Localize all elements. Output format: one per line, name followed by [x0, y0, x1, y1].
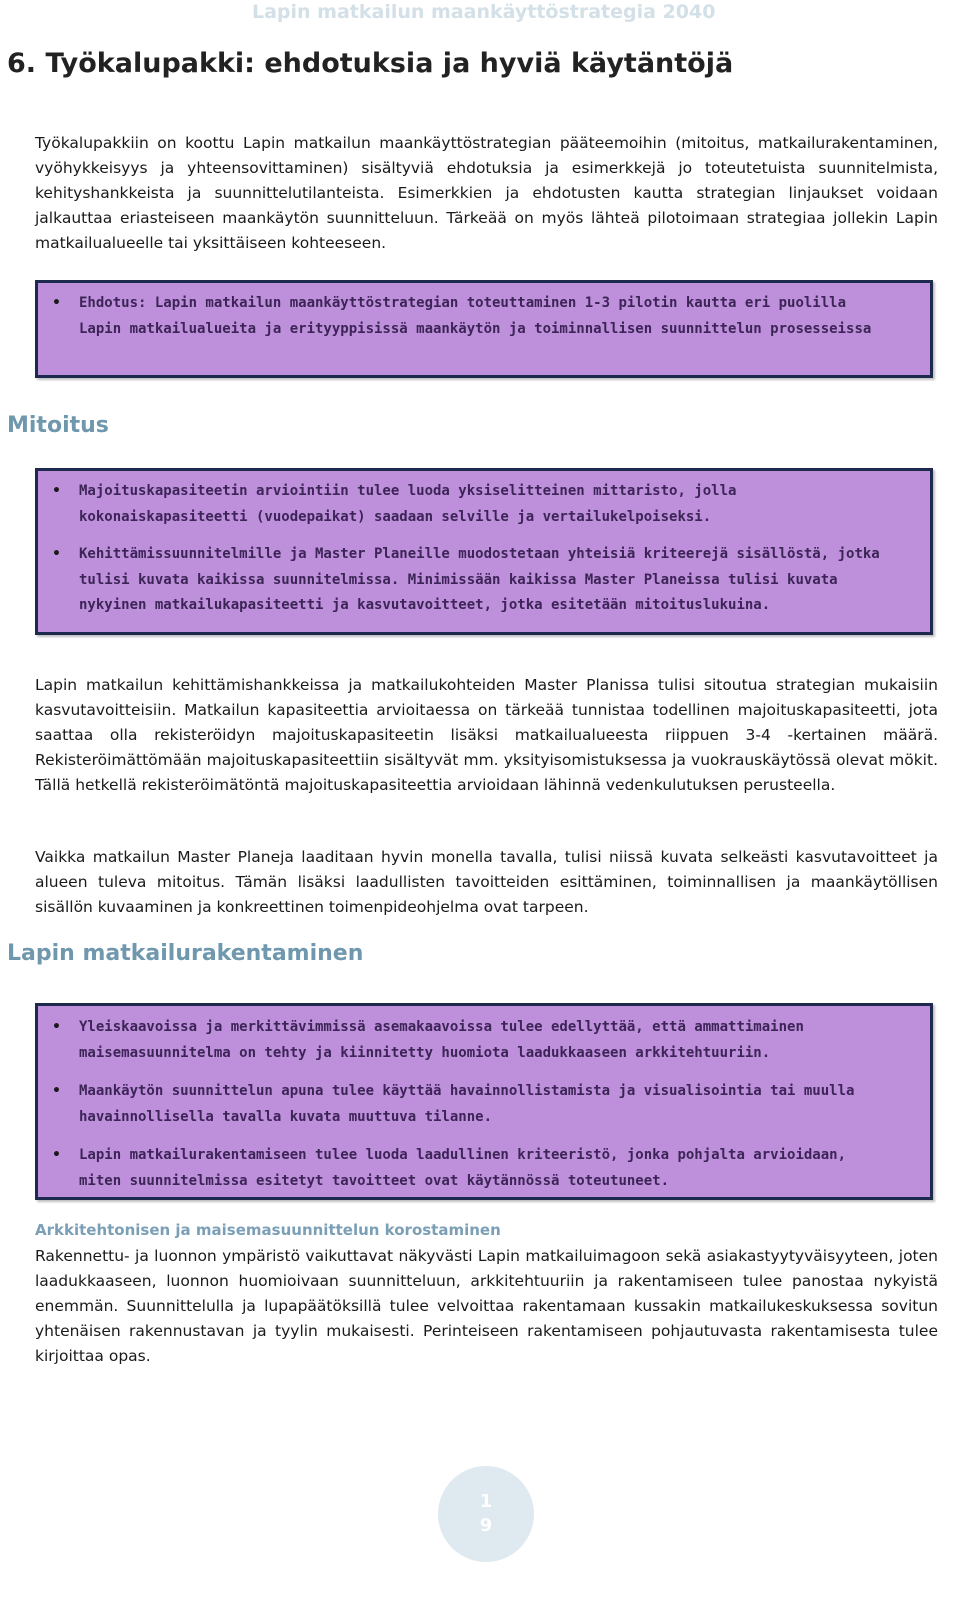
bullet-icon: • — [52, 546, 61, 562]
list-item: • Maankäytön suunnittelun apuna tulee käyttää havainnollistamista ja visualisointia tai muulla havainnollisella tavalla kuvata muuttuva tilanne. — [38, 1079, 930, 1130]
chapter-title: 6. Työkalupakki: ehdotuksia ja hyviä käytäntöjä — [7, 48, 734, 79]
rakentaminen-box — [35, 1003, 933, 1200]
bullet-icon: • — [52, 1019, 61, 1035]
bullet-icon: • — [52, 1147, 61, 1163]
running-header: Lapin matkailun maankäyttöstrategia 2040 — [252, 1, 716, 23]
mitoitus-paragraph-2: Vaikka matkailun Master Planeja laaditaan hyvin monella tavalla, tulisi niissä kuvata selkeästi kasvutavoitteet ja alueen tuleva mitoitus. Tämän lisäksi laadullisten tavoitteiden esittäminen, toiminnallisen ja maankäytöllisen sisällön kuvaaminen ja konkreettinen toimenpideohjelma ovat tarpeen. — [35, 848, 938, 916]
section-heading-mitoitus: Mitoitus — [7, 413, 109, 438]
bullet-icon: • — [52, 1083, 61, 1099]
page-number-badge — [438, 1466, 534, 1562]
list-item: • Kehittämissuunnitelmille ja Master Planeille muodostetaan yhteisiä kriteerejä sisällöstä, jotka tulisi kuvata kaikissa suunnitelmissa. Minimissään kaikissa Master Planeissa tulisi kuvata nykyinen matkailukapasiteetti ja kasvutavoitteet, jotka esitetään mitoituslukuina. — [38, 542, 930, 619]
rakentaminen-list — [38, 1015, 930, 1194]
page-number-digit: 9 — [479, 1515, 493, 1536]
intro-paragraph: Työkalupakkiin on koottu Lapin matkailun maankäyttöstrategian pääteemoihin (mitoitus, matkailurakentaminen, vyöhykkeisyys ja yhteensovittaminen) sisältyviä ehdotuksia ja esimerkkejä jo toteutetuista suunnitelmista, kehityshankkeista ja suunnittelutilanteista. Esimerkkien ja ehdotusten kautta strategian linjaukset voidaan jalkauttaa eriasteiseen maankäytön suunnitteluun. Tärkeää on myös lähteä pilotoimaan strategiaa jollekin Lapin matkailualueelle tai yksittäiseen kohteeseen. — [35, 134, 938, 252]
mitoitus-list — [38, 479, 930, 619]
rakentaminen-paragraph: Rakennettu- ja luonnon ympäristö vaikuttavat näkyvästi Lapin matkailuimagoon sekä asiakastyytyväisyyteen, joten laadukkaaseen, luonnon huomioivaan suunnitteluun, arkkitehtuuriin ja rakentamiseen tulee panostaa nykyistä enemmän. Suunnittelulla ja lupapäätöksillä tulee velvoittaa rakentamaan kussakin matkailukeskuksessa sovitun yhtenäisen rakennustavan ja tyylin mukaisesti. Perinteiseen rakentamiseen pohjautuvasta rakentamisesta tulee kirjoittaa opas. — [35, 1247, 938, 1365]
proposal-list — [38, 291, 930, 342]
list-item: • Majoituskapasiteetin arviointiin tulee luoda yksiselitteinen mittaristo, jolla kokonaiskapasiteetti (vuodepaikat) saadaan selville ja vertailukelpoiseksi. — [38, 479, 930, 530]
bullet-icon: • — [52, 295, 61, 311]
proposal-box — [35, 280, 933, 378]
list-item: • Ehdotus: Lapin matkailun maankäyttöstrategian toteuttaminen 1-3 pilotin kautta eri puolilla Lapin matkailualueita ja erityyppisissä maankäytön ja toiminnallisen suunnittelun prosesseissa — [38, 291, 930, 342]
page-number-digit: 1 — [479, 1491, 493, 1512]
list-item: • Yleiskaavoissa ja merkittävimmissä asemakaavoissa tulee edellyttää, että ammattimainen maisemasuunnitelma on tehty ja kiinnitetty huomiota laadukkaaseen arkkitehtuuriin. — [38, 1015, 930, 1066]
mitoitus-paragraph-1: Lapin matkailun kehittämishankkeissa ja matkailukohteiden Master Planissa tulisi sitoutua strategian mukaisiin kasvutavoitteisiin. Matkailun kapasiteettia arvioitaessa on tärkeää tunnistaa todellinen majoituskapasiteetti, jota saattaa olla rekisteröidyn majoituskapasiteetin lisäksi matkailualueesta riippuen 3-4 -kertainen määrä. Rekisteröimättömään majoituskapasiteettiin sisältyvät mm. yksityisomistuksessa ja vuokrauskäytössä olevat mökit. Tällä hetkellä rekisteröimätöntä majoituskapasiteettia arvioidaan lähinnä vedenkulutuksen perusteella. — [35, 676, 938, 794]
subheading-arkkitehtuuri: Arkkitehtonisen ja maisemasuunnittelun korostaminen — [35, 1221, 501, 1239]
list-item: • Lapin matkailurakentamiseen tulee luoda laadullinen kriteeristö, jonka pohjalta arvioidaan, miten suunnitelmissa esitetyt tavoitteet ovat käytännössä toteutuneet. — [38, 1143, 930, 1194]
section-heading-matkailurakentaminen: Lapin matkailurakentaminen — [7, 941, 364, 966]
bullet-icon: • — [52, 483, 61, 499]
mitoitus-box — [35, 468, 933, 635]
